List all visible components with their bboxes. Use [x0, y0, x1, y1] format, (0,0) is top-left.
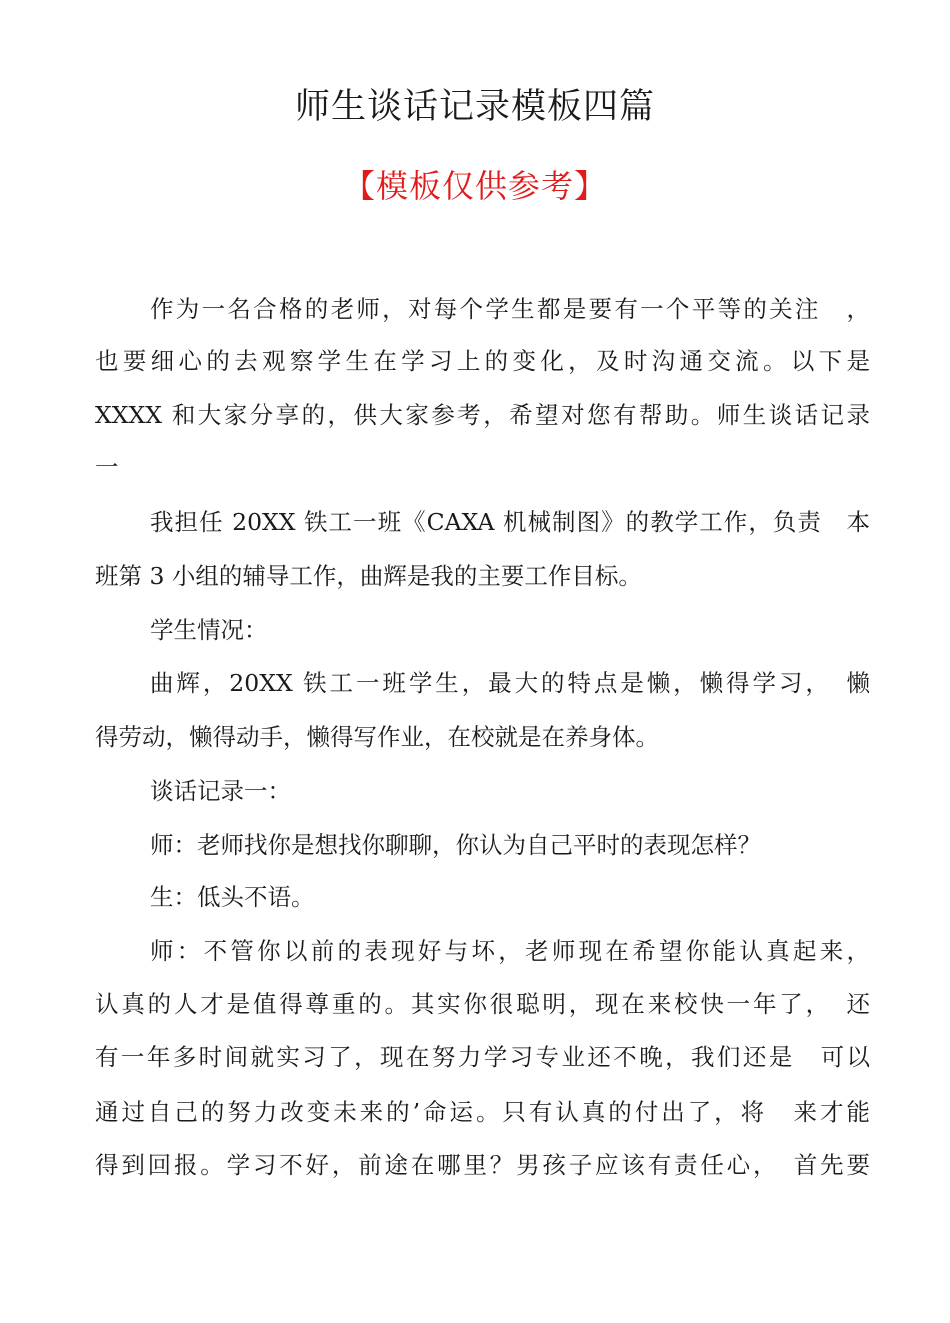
paragraph-line: 谈话记录一： [150, 777, 291, 805]
paragraph-line: 我担任 20XX 铁工一班《CAXA 机械制图》的教学工作，负责 本 [150, 508, 870, 536]
paragraph-line: 生：低头不语。 [150, 883, 315, 911]
paragraph-line: 有一年多时间就实习了，现在努力学习专业还不晚，我们还是 可以 [95, 1043, 870, 1071]
document-subtitle: 【模板仅供参考】 [342, 167, 607, 205]
paragraph-line: 得到回报。学习不好，前途在哪里？男孩子应该有责任心， 首先要 [95, 1151, 870, 1179]
paragraph-line: 一 [95, 453, 119, 481]
paragraph-line: 得劳动，懒得动手，懒得写作业，在校就是在养身体。 [95, 723, 659, 751]
paragraph-line: 师：不管你以前的表现好与坏，老师现在希望你能认真起来， [150, 937, 870, 965]
document-title: 师生谈话记录模板四篇 [294, 87, 655, 127]
paragraph-line: 作为一名合格的老师，对每个学生都是要有一个平等的关注 ， [150, 295, 870, 323]
paragraph-line: 曲辉，20XX 铁工一班学生，最大的特点是懒，懒得学习， 懒 [150, 669, 870, 697]
paragraph-line: 师：老师找你是想找你聊聊，你认为自己平时的表现怎样？ [150, 831, 761, 859]
paragraph-line: 认真的人才是值得尊重的。其实你很聪明，现在来校快一年了， 还 [95, 990, 870, 1018]
paragraph-line: 也要细心的去观察学生在学习上的变化，及时沟通交流。以下是 [95, 347, 870, 375]
paragraph-line: 学生情况： [150, 616, 268, 644]
paragraph-line: 班第 3 小组的辅导工作，曲辉是我的主要工作目标。 [95, 562, 642, 590]
paragraph-line: XXXX 和大家分享的，供大家参考，希望对您有帮助。师生谈话记录 [95, 401, 870, 429]
paragraph-line: 通过自己的努力改变未来的’命运。只有认真的付出了，将 来才能 [95, 1098, 870, 1126]
